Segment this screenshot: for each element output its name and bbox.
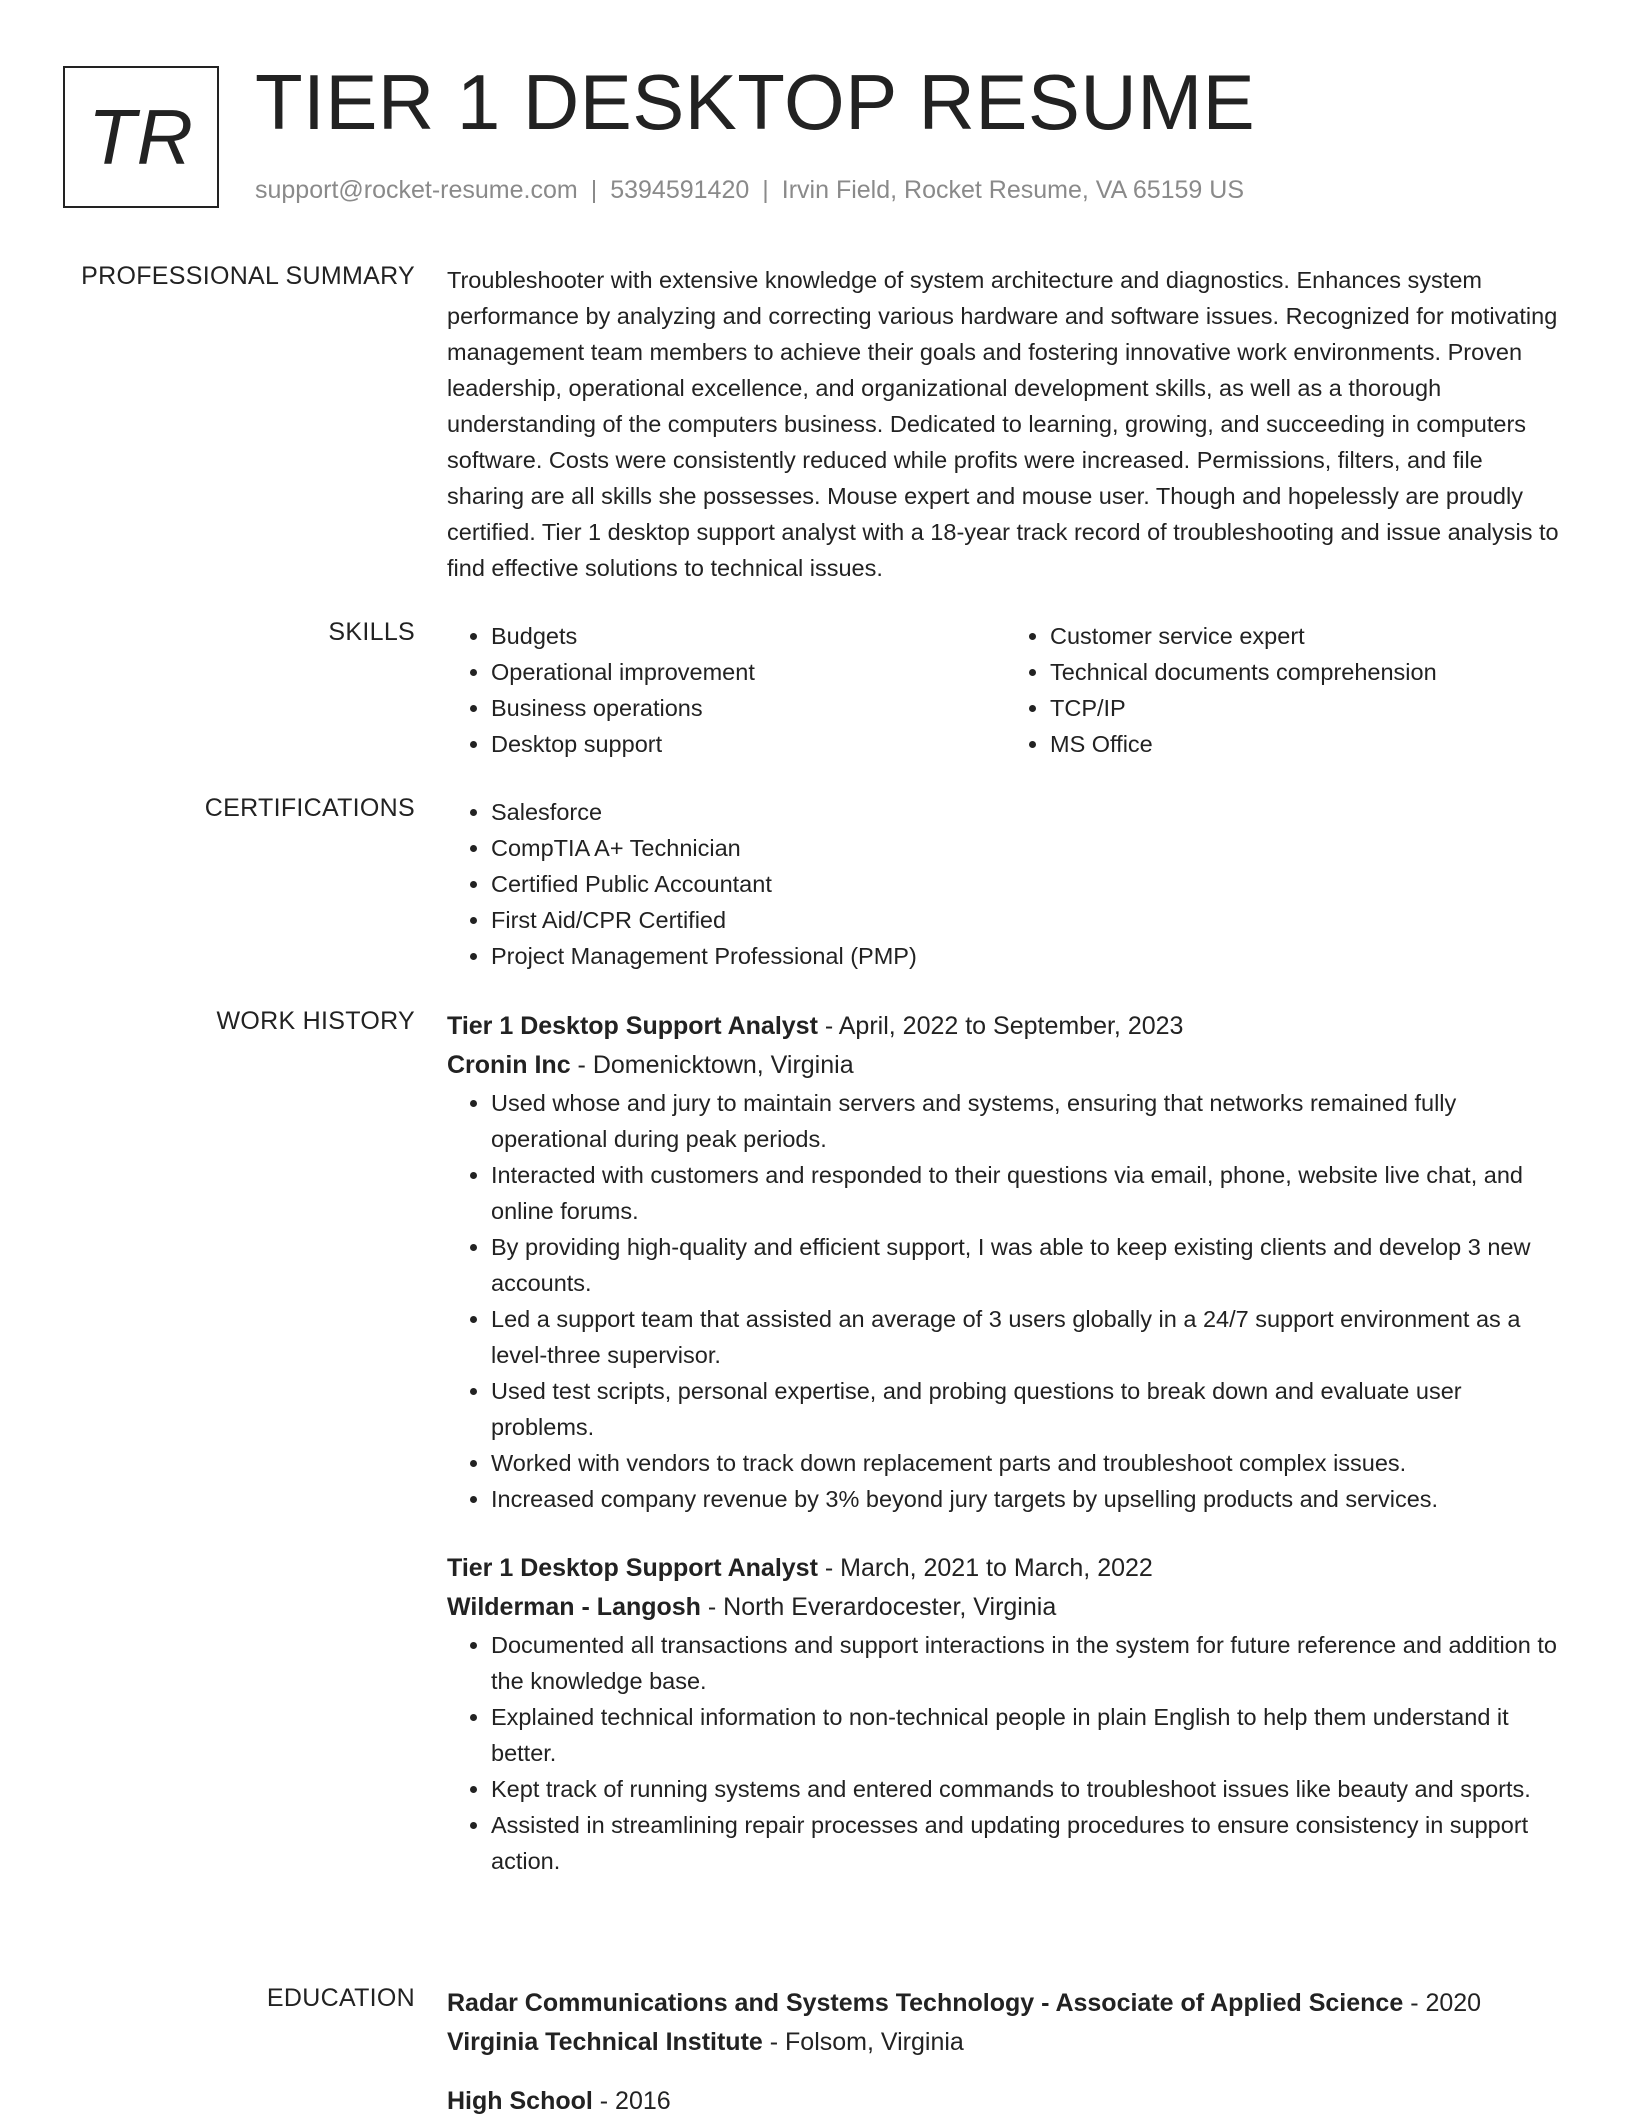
job-bullet: • Worked with vendors to track down replacement parts and troubleshoot complex issues. — [491, 1445, 1565, 1481]
job-dates: - April, 2022 to September, 2023 — [817, 1012, 1184, 1040]
education-entry — [447, 1984, 1565, 2062]
contact-email: support@rocket-resume.com — [255, 176, 578, 204]
certification-item: • First Aid/CPR Certified — [491, 902, 1565, 938]
certification-item: • CompTIA A+ Technician — [491, 830, 1565, 866]
skill-item: • Business operations — [491, 690, 1006, 726]
skill-item: • Operational improvement — [491, 654, 1006, 690]
job-bullet: • Assisted in streamlining repair processes and updating procedures to ensure consistency in support action. — [491, 1807, 1565, 1879]
certification-item: • Project Management Professional (PMP) — [491, 938, 1565, 974]
section-label-skills: SKILLS — [328, 618, 415, 646]
job-bullet: • Increased company revenue by 3% beyond jury targets by upselling products and services. — [491, 1481, 1565, 1517]
section-label-certifications: CERTIFICATIONS — [204, 794, 415, 822]
job-bullet: • Used whose and jury to maintain servers and systems, ensuring that networks remained fully operational during peak periods. — [491, 1085, 1565, 1157]
education-school-line — [447, 2023, 1565, 2062]
education-degree: High School — [447, 2087, 593, 2115]
work-history-body — [447, 1007, 1565, 1879]
job-title-line — [447, 1007, 1565, 1046]
monogram-initials: TR — [88, 92, 194, 181]
certifications-list — [447, 794, 1565, 974]
job-entry — [447, 1007, 1565, 1517]
monogram-box — [63, 66, 219, 208]
job-bullets — [447, 1627, 1565, 1879]
section-label-education: EDUCATION — [266, 1984, 415, 2012]
education-entry — [447, 2082, 1565, 2121]
education-degree-line — [447, 2082, 1565, 2121]
job-bullet: • By providing high-quality and efficient support, I was able to keep existing clients and develop 3 new accounts. — [491, 1229, 1565, 1301]
job-title: Tier 1 Desktop Support Analyst — [447, 1554, 818, 1582]
job-company: Cronin Inc — [447, 1051, 571, 1079]
section-label-work-history: WORK HISTORY — [216, 1007, 415, 1035]
skill-item: • Desktop support — [491, 726, 1006, 762]
job-bullet: • Documented all transactions and support interactions in the system for future reference and addition to the knowledge base. — [491, 1627, 1565, 1699]
education-degree: Radar Communications and Systems Technology - Associate of Applied Science — [447, 1989, 1404, 2017]
skill-item: • Customer service expert — [1050, 618, 1565, 654]
job-location: - North Everardocester, Virginia — [700, 1593, 1057, 1621]
job-bullet: • Explained technical information to non-technical people in plain English to help them understand it better. — [491, 1699, 1565, 1771]
skills-list-left — [447, 618, 1006, 762]
skill-item: • Technical documents comprehension — [1050, 654, 1565, 690]
job-bullet: • Kept track of running systems and entered commands to troubleshoot issues like beauty and sports. — [491, 1771, 1565, 1807]
job-company-line — [447, 1046, 1565, 1085]
skill-item: • Budgets — [491, 618, 1006, 654]
job-company-line — [447, 1588, 1565, 1627]
summary-text: Troubleshooter with extensive knowledge of system architecture and diagnostics. Enhances system performance by analyzing and correcting various hardware and software issues. Recognized for motivating management team members to achieve their goals and fostering innovative work environments. Proven leadership, operational excellence, and organizational development skills, as well as a thorough understanding of the computers business. Dedicated to learning, growing, and succeeding in computers software. Costs were consistently reduced while profits were increased. Permissions, filters, and file sharing are all skills she possesses. Mouse expert and mouse user. Though and hopelessly are proudly certified. Tier 1 desktop support analyst with a 18-year track record of troubleshooting and issue analysis to find effective solutions to technical issues. — [447, 267, 1559, 581]
contact-address: Irvin Field, Rocket Resume, VA 65159 US — [781, 176, 1245, 204]
resume-name: TIER 1 DESKTOP RESUME — [255, 58, 1256, 146]
education-year: - 2016 — [592, 2087, 671, 2115]
job-title: Tier 1 Desktop Support Analyst — [447, 1012, 818, 1040]
job-company: Wilderman - Langosh — [447, 1593, 701, 1621]
certification-item: • Salesforce — [491, 794, 1565, 830]
contact-phone: 5394591420 — [610, 176, 750, 204]
certifications-body — [447, 794, 1565, 974]
job-entry — [447, 1549, 1565, 1879]
certification-item: • Certified Public Accountant — [491, 866, 1565, 902]
skill-item: • MS Office — [1050, 726, 1565, 762]
job-bullet: • Led a support team that assisted an average of 3 users globally in a 24/7 support environment as a level-three supervisor. — [491, 1301, 1565, 1373]
section-label-summary: PROFESSIONAL SUMMARY — [81, 262, 415, 290]
contact-separator: | — [762, 176, 769, 204]
education-location: - Folsom, Virginia — [762, 2028, 964, 2056]
contact-line — [255, 176, 1244, 205]
education-school: Virginia Technical Institute — [447, 2028, 763, 2056]
job-bullet: • Interacted with customers and responded to their questions via email, phone, website live chat, and online forums. — [491, 1157, 1565, 1229]
job-location: - Domenicktown, Virginia — [570, 1051, 854, 1079]
contact-separator: | — [590, 176, 598, 204]
summary-body — [447, 262, 1565, 586]
job-title-line — [447, 1549, 1565, 1588]
job-dates: - March, 2021 to March, 2022 — [817, 1554, 1153, 1582]
skills-body — [447, 618, 1565, 762]
skill-item: • TCP/IP — [1050, 690, 1565, 726]
job-bullet: • Used test scripts, personal expertise, and probing questions to break down and evaluate user problems. — [491, 1373, 1565, 1445]
skills-list-right — [1006, 618, 1565, 762]
education-year: - 2020 — [1403, 1989, 1482, 2017]
education-degree-line — [447, 1984, 1565, 2023]
education-body — [447, 1984, 1565, 2121]
job-bullets — [447, 1085, 1565, 1517]
